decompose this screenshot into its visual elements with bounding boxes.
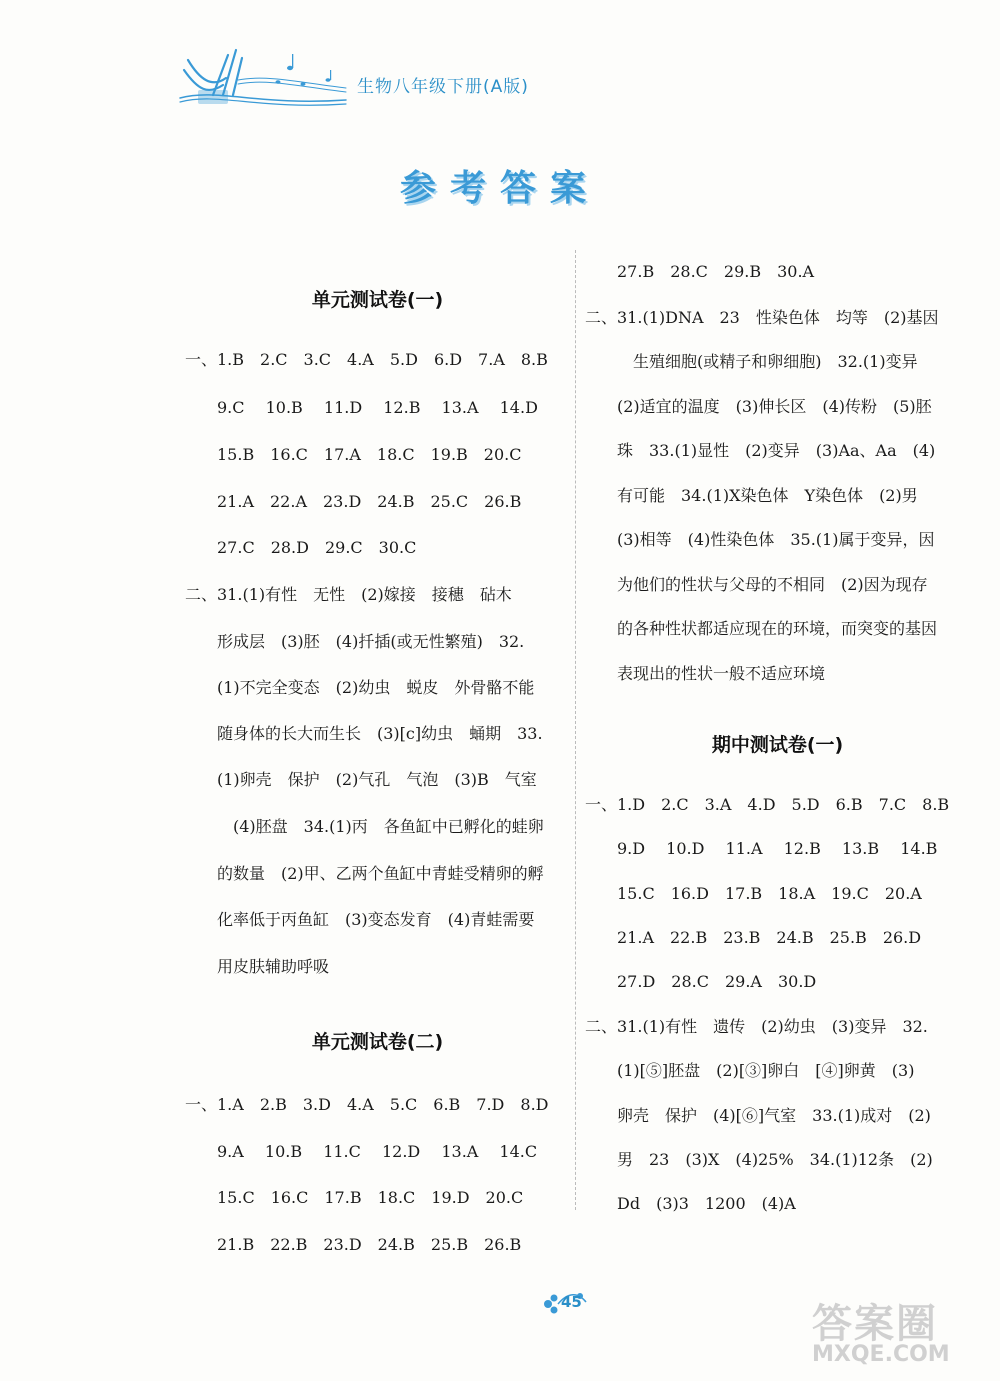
answer-line: 化率低于丙鱼缸 (3)变态发育 (4)青蛙需要 (217, 910, 535, 929)
answer-line: 的各种性状都适应现在的环境，而突变的基因 (617, 619, 938, 638)
answer-line: 形成层 (3)胚 (4)扦插(或无性繁殖) 32. (217, 632, 525, 651)
answer-line: (2)适宜的温度 (3)伸长区 (4)传粉 (5)胚 (617, 397, 932, 416)
answer-line: 9.A 10.B 11.C 12.D 13.A 14.C (217, 1142, 538, 1161)
answer-line: 27.B 28.C 29.B 30.A (617, 262, 815, 281)
section-title: 期中测试卷(一) (711, 734, 844, 756)
answer-line: 9.D 10.D 11.A 12.B 13.B 14.B (617, 839, 938, 858)
answer-line: 珠 33.(1)显性 (2)变异 (3)Aa、Aa (4) (617, 441, 936, 460)
page-number: 45 (561, 1293, 582, 1311)
answer-line: 9.C 10.B 11.D 12.B 13.A 14.D (217, 398, 538, 417)
answer-line: 为他们的性状与父母的不相同 (2)因为现存 (617, 575, 928, 594)
answer-line: 二、31.(1)有性 遗传 (2)幼虫 (3)变异 32. (585, 1017, 928, 1036)
page-title: 参考答案 (399, 168, 600, 209)
answer-line: 一、1.B 2.C 3.C 4.A 5.D 6.D 7.A 8.B (185, 350, 548, 369)
answer-line: (1)不完全变态 (2)幼虫 蜕皮 外骨骼不能 (217, 678, 535, 697)
answer-line: 表现出的性状一般不适应环境 (617, 664, 826, 683)
answer-line: 15.C 16.D 17.B 18.A 19.C 20.A (617, 884, 922, 903)
answer-line: 一、1.A 2.B 3.D 4.A 5.C 6.B 7.D 8.D (185, 1095, 549, 1114)
answer-line: 男 23 (3)X (4)25% 34.(1)12条 (2) (617, 1150, 933, 1169)
answer-line: (1)[⑤]胚盘 (2)[③]卵白 [④]卵黄 (3) (617, 1061, 915, 1080)
answer-line: 21.A 22.B 23.B 24.B 25.B 26.D (617, 928, 922, 947)
answer-line: 用皮肤辅助呼吸 (217, 957, 330, 976)
book-title: 生物八年级下册(A版) (357, 77, 529, 97)
answer-line: 15.B 16.C 17.A 18.C 19.B 20.C (217, 445, 522, 464)
answer-line: 一、1.D 2.C 3.A 4.D 5.D 6.B 7.C 8.B (585, 795, 950, 814)
answer-line: 的数量 (2)甲、乙两个鱼缸中青蛙受精卵的孵 (217, 864, 544, 883)
answer-line: 21.B 22.B 23.D 24.B 25.B 26.B (217, 1235, 522, 1254)
column-divider (575, 250, 576, 1210)
answer-line: 二、31.(1)DNA 23 性染色体 均等 (2)基因 (585, 308, 939, 327)
answer-line: 27.D 28.C 29.A 30.D (617, 972, 817, 991)
section-title: 单元测试卷(二) (311, 1031, 444, 1053)
watermark-logo-text: 答案圈 (812, 1301, 938, 1347)
answer-line: 随身体的长大而生长 (3)[c]幼虫 蛹期 33. (217, 724, 543, 743)
answer-line: (4)胚盘 34.(1)丙 各鱼缸中已孵化的蛙卵 (233, 817, 544, 836)
answer-line: 生殖细胞(或精子和卵细胞) 32.(1)变异 (633, 352, 918, 371)
answer-line: 27.C 28.D 29.C 30.C (217, 538, 417, 557)
section-title: 单元测试卷(一) (311, 289, 444, 311)
answer-line: 二、31.(1)有性 无性 (2)嫁接 接穗 砧木 (185, 585, 512, 604)
answer-line: 卵壳 保护 (4)[⑥]气室 33.(1)成对 (2) (617, 1106, 931, 1125)
answer-line: (3)相等 (4)性染色体 35.(1)属于变异，因 (617, 530, 935, 549)
answer-line: Dd (3)3 1200 (4)A (617, 1194, 796, 1213)
answer-line: (1)卵壳 保护 (2)气孔 气泡 (3)B 气室 (217, 770, 537, 789)
watermark (802, 1290, 992, 1375)
answer-line: 15.C 16.C 17.B 18.C 19.D 20.C (217, 1188, 524, 1207)
answer-line: 21.A 22.A 23.D 24.B 25.C 26.B (217, 492, 522, 511)
book-logo-icon (178, 40, 350, 112)
answer-line: 有可能 34.(1)X染色体 Y染色体 (2)男 (617, 486, 918, 505)
watermark-url: MXQE.COM (812, 1342, 950, 1367)
